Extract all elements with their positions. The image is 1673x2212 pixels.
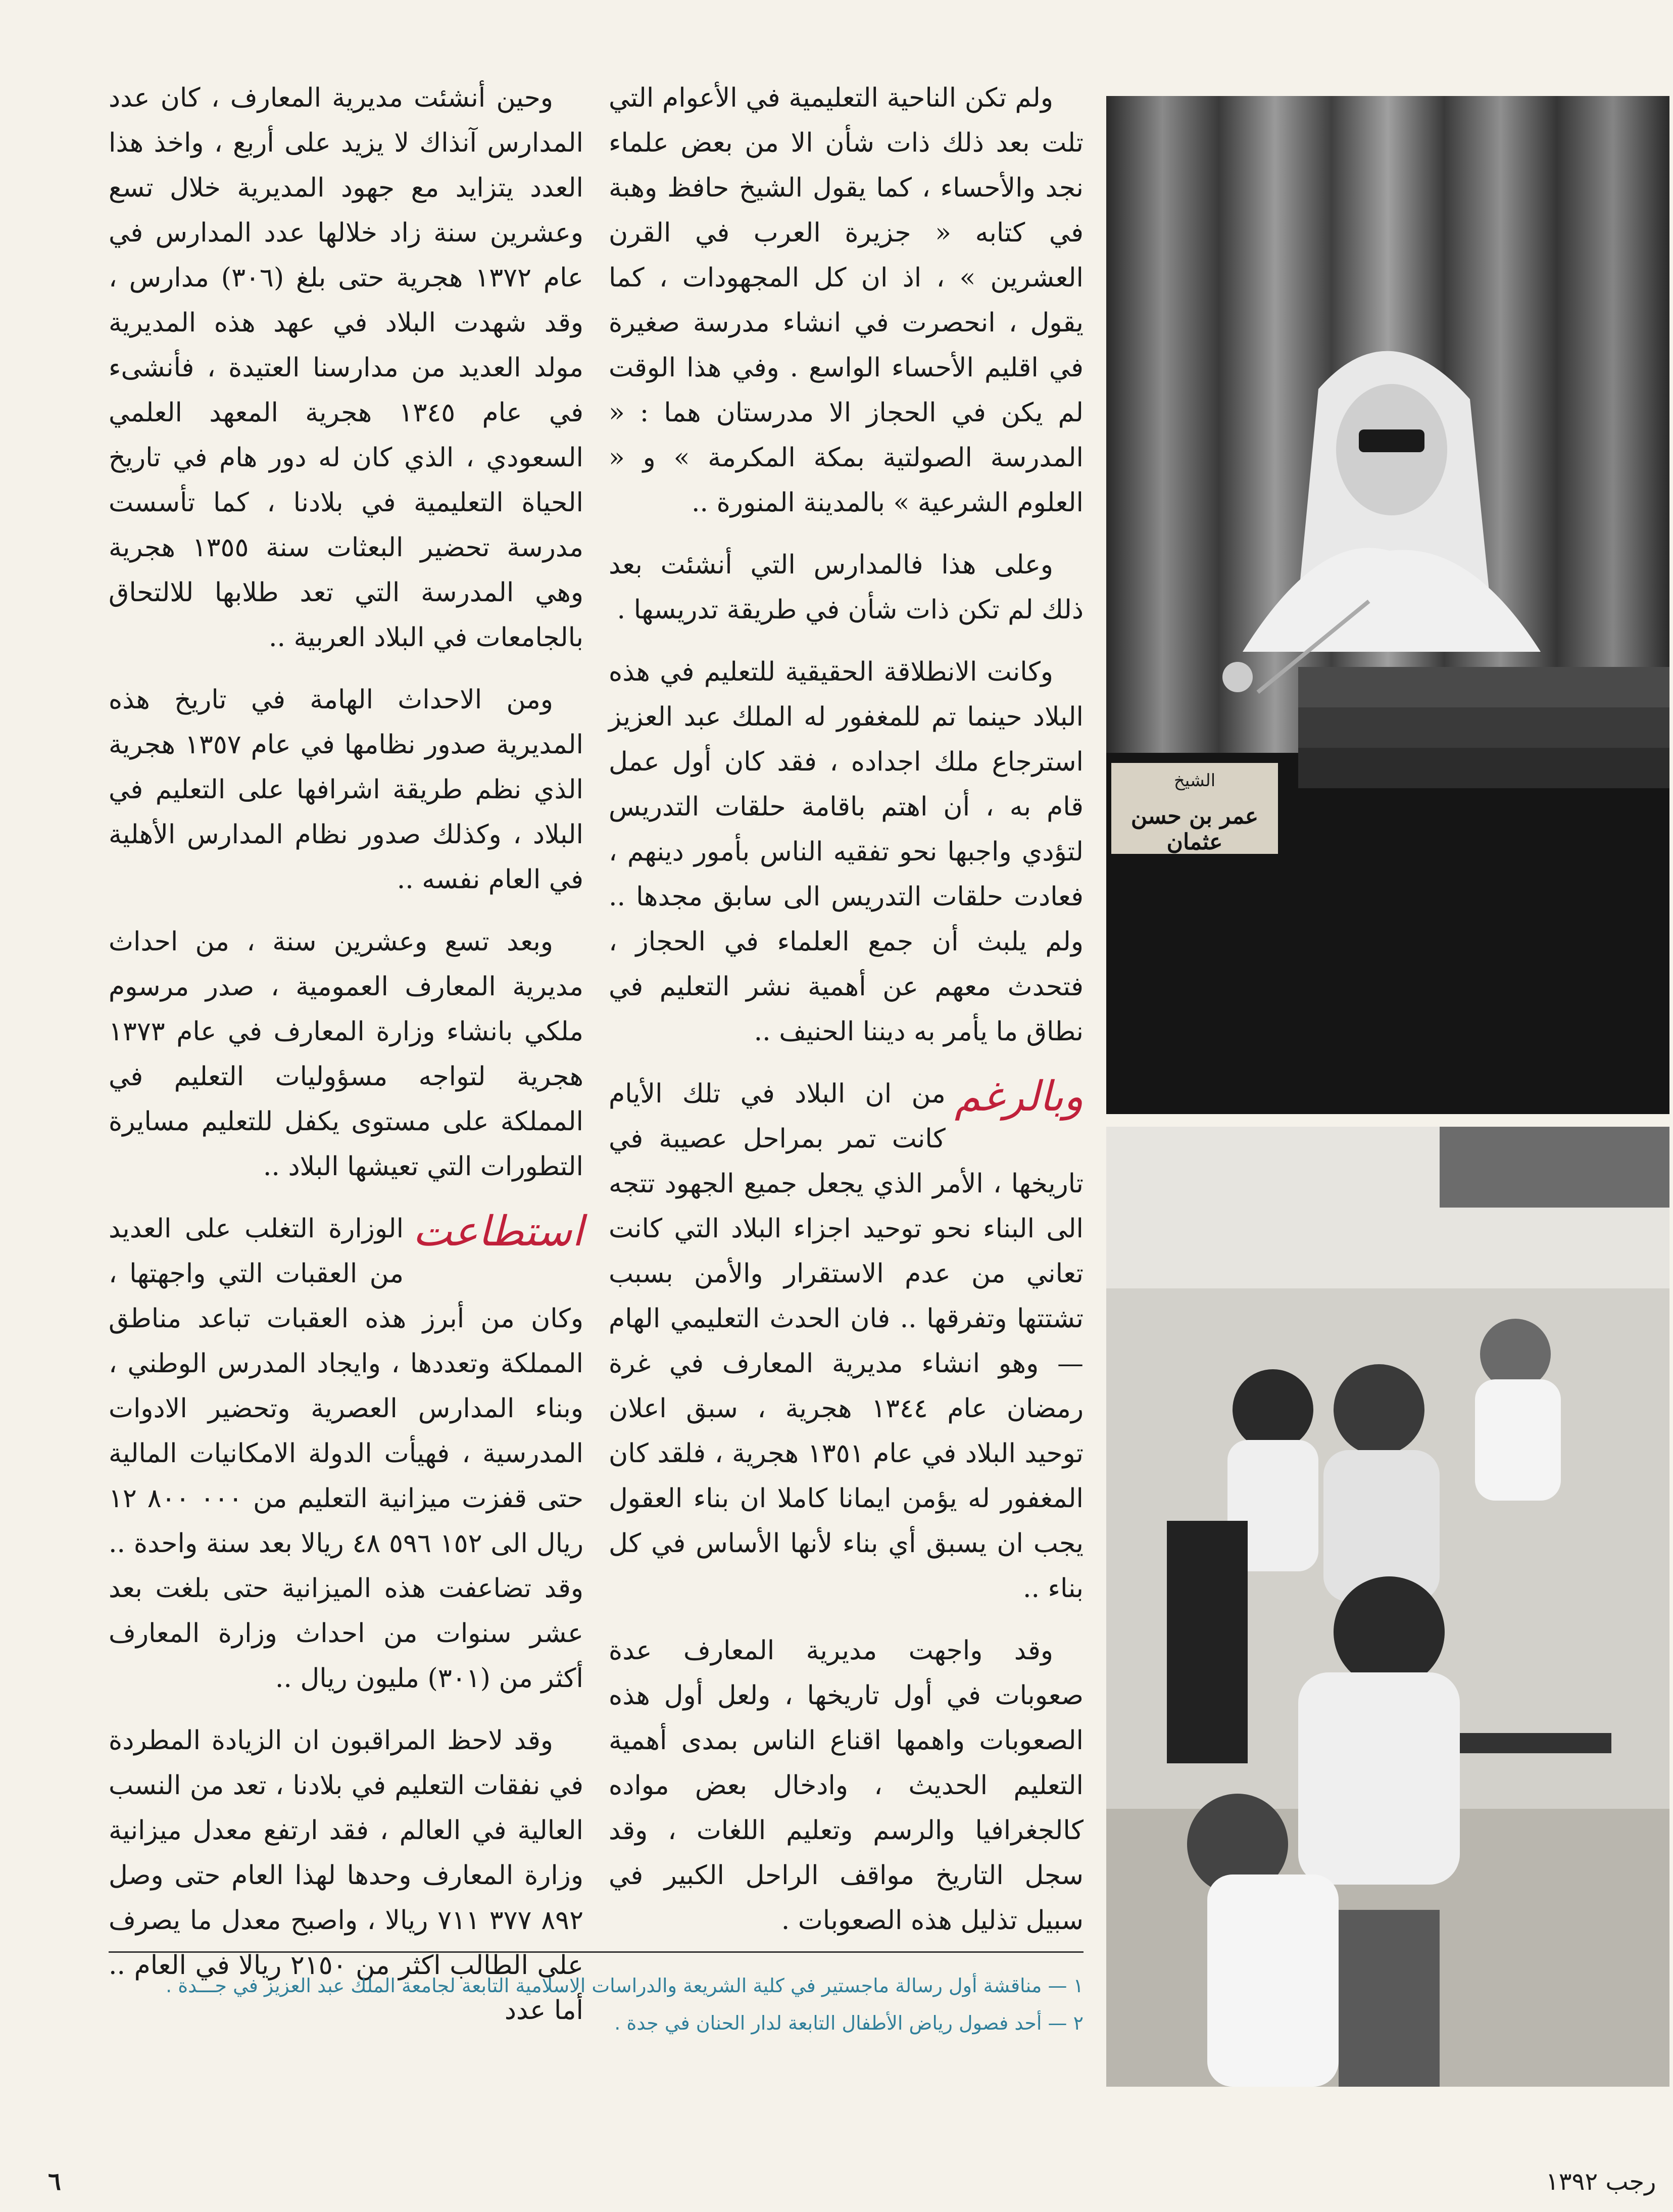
paragraph: ومن الاحداث الهامة في تاريخ هذه المديرية صدور نظامها في عام ١٣٥٧ هجرية الذي نظم طريقة اشرافها على التعليم في البلاد ، وكذلك صدور نظام المدارس الأهلية في العام نفسه ..	[109, 685, 583, 895]
drop-lead-word: وبالرغم	[954, 1073, 1084, 1121]
paragraph: وعلى هذا فالمدارس التي أنشئت بعد ذلك لم تكن ذات شأن في طريقة تدريسها .	[609, 550, 1084, 625]
paragraph: ولم تكن الناحية التعليمية في الأعوام التي تلت بعد ذلك ذات شأن الا من بعض علماء نجد والأحساء ، كما يقول الشيخ حافظ وهبة في كتابه « جزيرة العرب في القرن العشرين » ، اذ ان كل المجهودات ، كما يقول ، انحصرت في انشاء مدرسة صغيرة في اقليم الأحساء الواسع . وفي هذا الوقت لم يكن في الحجاز الا مدرستان هما : « المدرسة الصولتية بمكة المكرمة » و « العلوم الشرعية » بالمدينة المنورة ..	[609, 83, 1084, 518]
paragraph: وقد واجهت مديرية المعارف عدة صعوبات في أول تاريخها ، ولعل أول هذه الصعوبات واهمها اقناع الناس بمدى أهمية التعليم الحديث ، وادخال بعض مواده كالجغرافيا والرسم وتعليم اللغات ، وقد سجل التاريخ مواقف الراحل الكبير في سبيل تذليل هذه الصعوبات .	[609, 1636, 1084, 1936]
photo-captions	[109, 1970, 1084, 2045]
caption-1: ١ — مناقشة أول رسالة ماجستير في كلية الشريعة والدراسات الاسلامية التابعة لجامعة الملك عبد العزيز في جـــدة .	[166, 1975, 1084, 1997]
paragraph	[109, 1207, 583, 1701]
nameplate-name: عمر بن حسن عثمان	[1130, 803, 1259, 855]
drop-lead-word: استطاعت	[413, 1208, 583, 1256]
photo-thesis-defense-image	[1106, 96, 1669, 1114]
paragraph-text: الوزارة التغلب على العديد من العقبات التي واجهتها ، وكان من أبرز هذه العقبات تباعد مناطق المملكة وتعددها ، وايجاد المدرس الوطني ، وبناء المدارس العصرية وتحضير الادوات المدرسية ، فهيأت الدولة الامكانيات المالية حتى قفزت ميزانية التعليم من ٠٠٠ ٨٠٠ ١٢ ريال الى ١٥٢ ٥٩٦ ٤٨ ريالا بعد سنة واحدة .. وقد تضاعفت هذه الميزانية حتى بلغت بعد عشر سنوات من احداث وزارة المعارف أكثر من (٣٠١) مليون ريال ..	[109, 1214, 584, 1694]
issue-date: رجب ١٣٩٢	[1546, 2168, 1656, 2196]
paragraph: وبعد تسع وعشرين سنة ، من احداث مديرية المعارف العمومية ، صدر مرسوم ملكي بانشاء وزارة المعارف في عام ١٣٧٣ هجرية لتواجه مسؤوليات التعليم في المملكة على مستوى يكفل للتعليم مسايرة التطورات التي تعيشها البلاد ..	[109, 927, 583, 1182]
photo-kindergarten-class	[1106, 1127, 1669, 2087]
caption-divider	[109, 1951, 1084, 1953]
paragraph-text: من ان البلاد في تلك الأيام كانت تمر بمراحل عصيبة في تاريخها ، الأمر الذي يجعل جميع الجهود تتجه الى البناء نحو توحيد اجزاء البلاد التي كانت تعاني من عدم الاستقرار والأمن بسبب تشتتها وتفرقها .. فان الحدث التعليمي الهام — وهو انشاء مديرية المعارف في غرة رمضان عام ١٣٤٤ هجرية ، سبق اعلان توحيد البلاد في عام ١٣٥١ هجرية ، فلقد كان المغفور له يؤمن ايمانا كاملا ان بناء العقول يجب ان يسبق أي بناء لأنها الأساس في كل بناء ..	[609, 1079, 1084, 1604]
article-column-left	[109, 76, 583, 2050]
nameplate-title: الشيخ	[1173, 771, 1216, 791]
article-column-right	[609, 76, 1084, 1960]
paragraph: وكانت الانطلاقة الحقيقية للتعليم في هذه البلاد حينما تم للمغفور له الملك عبد العزيز استرجاع ملك اجداده ، فقد كان أول عمل قام به ، أن اهتم باقامة حلقات التدريس لتؤدي واجبها نحو تفقيه الناس بأمور دينهم ، فعادت حلقات التدريس الى سابق مجدها .. ولم يلبث أن جمع العلماء في الحجاز ، فتحدث معهم عن أهمية نشر التعليم في نطاق ما يأمر به ديننا الحنيف ..	[609, 657, 1084, 1047]
paragraph	[609, 1072, 1084, 1611]
photo-kindergarten-image	[1106, 1127, 1669, 2087]
caption-2: ٢ — أحد فصول رياض الأطفال التابعة لدار الحنان في جدة .	[614, 2012, 1084, 2034]
paragraph: وقد لاحظ المراقبون ان الزيادة المطردة في نفقات التعليم في بلادنا ، تعد من النسب العالية في العالم ، فقد ارتفع معدل ميزانية وزارة المعارف وحدها لهذا العام حتى وصل ٨٩٢ ٣٧٧ ٧١١ ريالا ، واصبح معدل ما يصرف على الطالب اكثر من ٢١٥٠ ريالا في العام .. أما عدد	[109, 1725, 584, 2026]
photo-thesis-defense	[1106, 96, 1669, 1114]
paragraph: وحين أنشئت مديرية المعارف ، كان عدد المدارس آنذاك لا يزيد على أربع ، واخذ هذا العدد يتزايد مع جهود المديرية خلال تسع وعشرين سنة زاد خلالها عدد المدارس في عام ١٣٧٢ هجرية حتى بلغ (٣٠٦) مدارس ، وقد شهدت البلاد في عهد هذه المديرية مولد العديد من مدارسنا العتيدة ، فأنشىء في عام ١٣٤٥ هجرية المعهد العلمي السعودي ، الذي كان له دور هام في تاريخ الحياة التعليمية في بلادنا ، كما تأسست مدرسة تحضير البعثات سنة ١٣٥٥ هجرية وهي المدرسة التي تعد طلابها للالتحاق بالجامعات في البلاد العربية ..	[109, 83, 583, 653]
page-number: ٦	[48, 2168, 61, 2196]
